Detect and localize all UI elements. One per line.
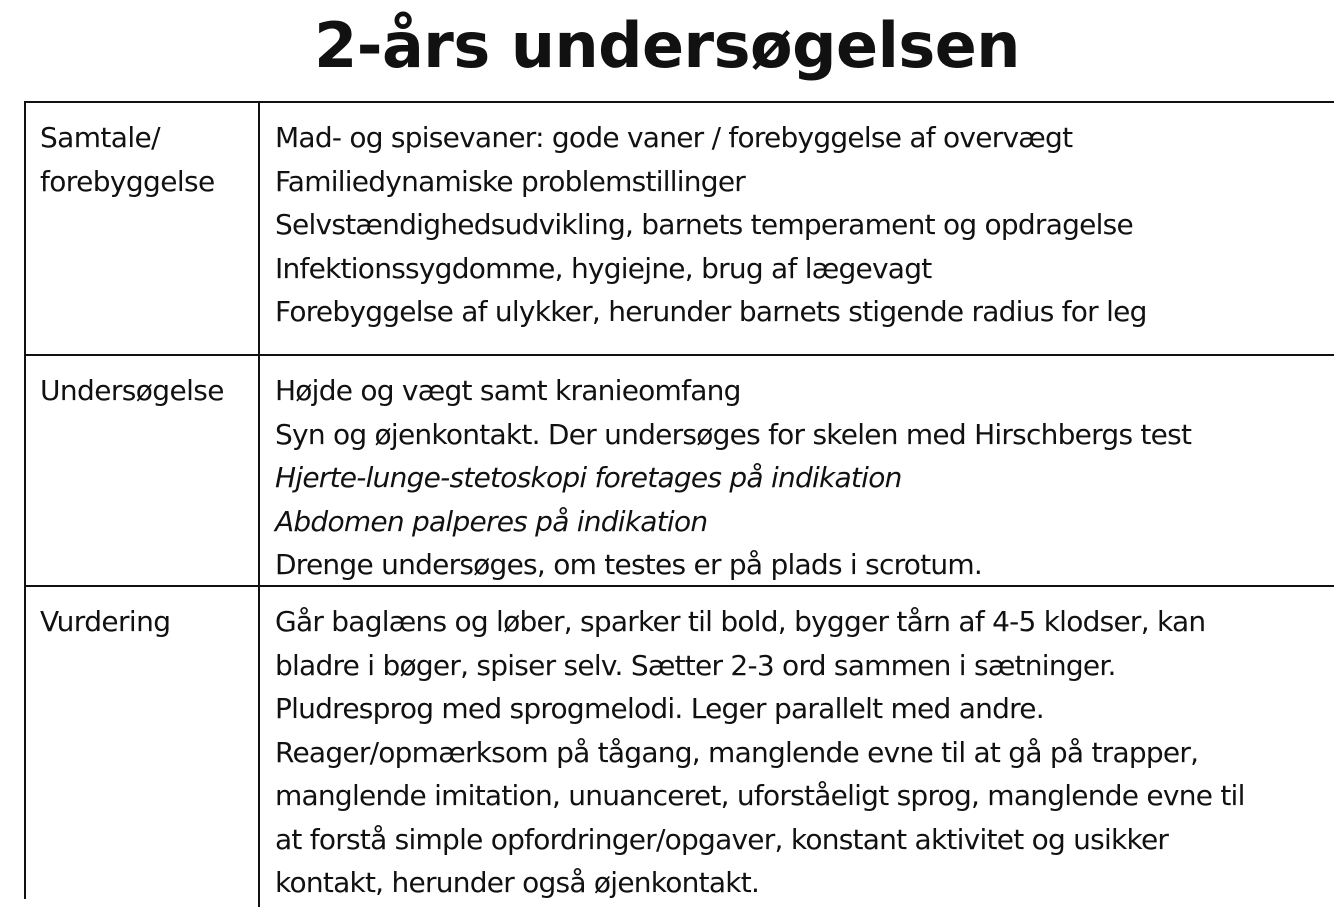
content-line: Pludresprog med sprogmelodi. Leger parallelt med andre. [275,692,1044,725]
row-content-cell [260,356,1334,585]
content-line: Forebyggelse af ulykker, herunder barnets stigende radius for leg [275,295,1147,328]
content-line: Mad- og spisevaner: gode vaner / forebyggelse af overvægt [275,121,1073,154]
table-row-undersoegelse [26,356,1334,587]
content-line: Selvstændighedsudvikling, barnets temperament og opdragelse [275,208,1133,241]
row-label-line: forebyggelse [40,165,215,198]
content-line: manglende imitation, unuanceret, uforståeligt sprog, manglende evne til [275,779,1245,812]
content-line: Infektionssygdomme, hygiejne, brug af lægevagt [275,251,932,285]
row-label-cell [26,356,260,585]
row-label-cell [26,103,260,354]
table-row-vurdering [26,587,1334,907]
content-line: Højde og vægt samt kranieomfang [275,374,741,407]
content-line-italic: Hjerte-lunge-stetoskopi foretages på indikation [275,461,902,494]
content-line: Syn og øjenkontakt. Der undersøges for skelen med Hirschbergs test [275,417,1192,451]
content-line: at forstå simple opfordringer/opgaver, konstant aktivitet og usikker [275,822,1169,856]
content-line: Reager/opmærksom på tågang, manglende evne til at gå på trapper, [275,735,1199,769]
table-row-samtale [26,103,1334,356]
content-line: kontakt, herunder også øjenkontakt. [275,866,760,899]
row-content-cell [260,103,1334,354]
content-line: Familiedynamiske problemstillinger [275,164,746,198]
row-content-cell [260,587,1334,907]
row-label-cell [26,587,260,907]
examination-table [24,101,1334,899]
content-line: Går baglæns og løber, sparker til bold, bygger tårn af 4-5 klodser, kan [275,605,1206,638]
content-line-italic: Abdomen palperes på indikation [275,504,708,538]
row-label-line: Samtale/ [40,121,160,154]
content-line: bladre i bøger, spiser selv. Sætter 2-3 ord sammen i sætninger. [275,648,1116,682]
page-title: 2-års undersøgelsen [314,9,1020,82]
row-label-line: Undersøgelse [40,374,224,407]
content-line: Drenge undersøges, om testes er på plads i scrotum. [275,548,983,581]
row-label-line: Vurdering [40,605,171,638]
